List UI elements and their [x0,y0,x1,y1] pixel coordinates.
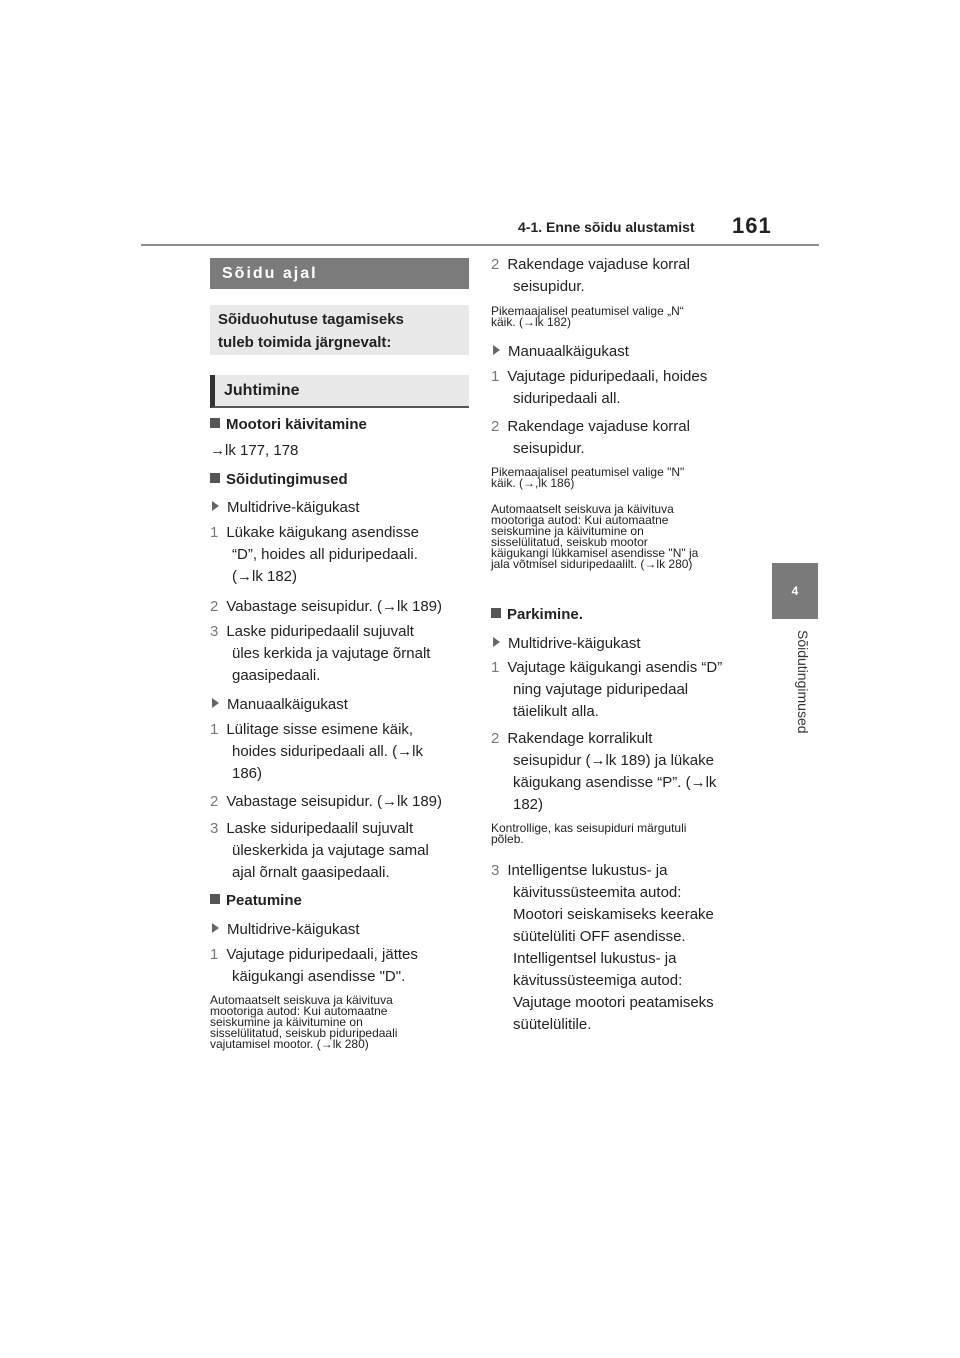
arrow-icon: → [690,774,706,791]
arrow-icon: → [397,743,413,760]
note-text: Kontrollige, kas seisupiduri märgutuli põleb. [491,821,687,846]
intro-line: Sõiduohutuse tagamiseks [218,311,404,328]
triangle-bullet-icon [493,637,500,647]
step-item: 3 Intelligentse lukustus- ja käivitussüsteemita autod: Mootori seiskamiseks keerake süütelüliti OFF asendisse. Intelligentsel lukustus- ja kävitussüsteemiga autod: Vajutage mootori peatamiseks süütelülitile. [491,862,714,1033]
manual-label: Manuaalkäigukast [210,694,348,716]
conditions-heading: Sõidutingimused [210,469,348,491]
arrow-icon: → [590,752,606,769]
chapter-label: Sõidutingimused [795,630,811,734]
stop-heading: Peatumine [210,890,302,912]
arrow-icon: → [644,557,657,571]
step-item: 3 Laske piduripedaalil sujuvalt üles kerkida ja vajutage õrnalt gaasipedaali. [210,623,431,684]
arrow-icon: → [382,598,397,615]
step-item: 2 Rakendage vajaduse korral seisupidur. [491,256,690,295]
step-item: 3 Laske siduripedaalil sujuvalt üleskerkida ja vajutage samal ajal õrnalt gaasipedaali. [210,820,429,881]
start-heading: Mootori käivitamine [210,414,367,436]
step-item: 2 Rakendage vajaduse korral seisupidur. [491,418,690,457]
square-bullet-icon [210,418,220,428]
multidrive-label: Multidrive-käigukast [210,919,360,941]
step-item: 1 Vajutage käigukangi asendis “D” ning vajutage piduripedaal täielikult alla. [491,659,723,720]
square-bullet-icon [210,894,220,904]
square-bullet-icon [491,608,501,618]
section-title: 4-1. Enne sõidu alustamist [518,219,695,235]
triangle-bullet-icon [212,923,219,933]
header-divider [141,244,819,246]
step-item: 2 Rakendage korralikult seisupidur (→lk 189) ja lükake käigukang asendisse “P”. (→lk 182) [491,730,717,813]
arrow-icon: → [523,315,536,329]
start-ref: →lk 177, 178 [210,442,299,459]
note-text: Pikemaajalisel peatumisel valige "N" käik. (→,lk 186) [491,465,685,490]
step-item: 1 Vajutage piduripedaali, hoides siduripedaali all. [491,368,708,407]
arrow-icon: → [210,442,225,459]
multidrive-label: Multidrive-käigukast [210,497,360,519]
arrow-icon: → [523,476,536,490]
triangle-bullet-icon [493,345,500,355]
arrow-icon: → [320,1037,333,1051]
step-item: 2 Vabastage seisupidur. (→lk 189) [210,598,443,615]
page-number: 161 [732,213,772,238]
multidrive-label: Multidrive-käigukast [491,633,641,655]
note-text: Automaatselt seiskuva ja käivituva mootoriga autod: Kui automaatne seiskumine ja käivitumine on sisselülitatud, seiskub mootor käigukangi lükkamisel asendisse "N" ja jala võtmisel siduripedaalilt. (→lk 280) [491,502,699,571]
step-item: 1 Lükake käigukang asendisse “D”, hoides all piduripedaali. (→lk 182) [210,524,419,585]
step-item: 2 Vabastage seisupidur. (→lk 189) [210,793,443,810]
intro-line: tuleb toimida järgnevalt: [218,334,392,351]
chapter-tab: 4 [772,563,818,619]
arrow-icon: → [382,793,397,810]
subheading: Juhtimine [210,375,469,408]
triangle-bullet-icon [212,501,219,511]
note-text: Pikemaajalisel peatumisel valige „N“ käik. (→lk 182) [491,304,684,329]
parking-heading: Parkimine. [491,604,583,626]
arrow-icon: → [237,568,252,585]
manual-label: Manuaalkäigukast [491,341,629,363]
square-bullet-icon [210,473,220,483]
triangle-bullet-icon [212,698,219,708]
section-banner: Sõidu ajal [210,258,469,289]
note-text: Automaatselt seiskuva ja käivituva mootoriga autod: Kui automaatne seiskumine ja käivitumine on sisselülitatud, seiskub piduripedaali vajutamisel mootor. (→lk 280) [210,993,398,1051]
step-item: 1 Lülitage sisse esimene käik, hoides siduripedaali all. (→lk 186) [210,721,423,782]
intro-box [210,305,469,355]
step-item: 1 Vajutage piduripedaali, jättes käigukangi asendisse "D". [210,946,418,985]
